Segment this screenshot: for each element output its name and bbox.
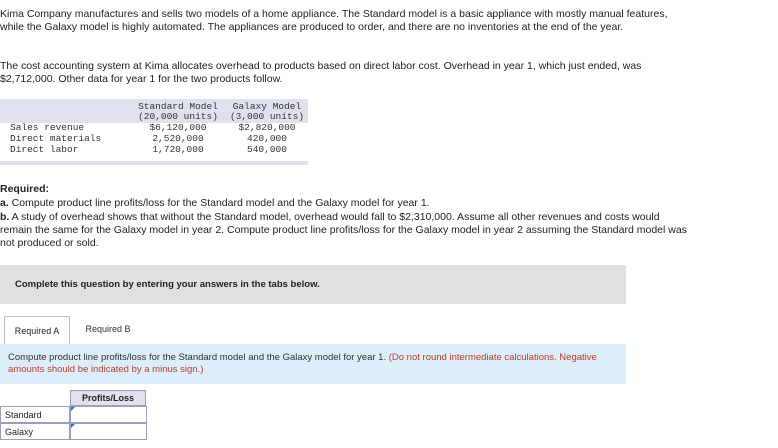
- col-header-galaxy-line1: Galaxy Model: [232, 101, 302, 112]
- requirement-a-prefix: a.: [0, 197, 9, 209]
- col-header-standard-line2: (20,000 units): [138, 111, 218, 122]
- instructions-paragraph: [8, 352, 608, 376]
- intro-paragraph-1: Kima Company manufactures and sells two models of a home appliance. The Standard model is a basic appliance with mostly manual features, while the Galaxy model is highly automated. The appliances are produced to order, and there are no inventories at the end of the year.: [0, 8, 668, 33]
- row-label-direct-materials: Direct materials: [10, 133, 102, 144]
- instruction-banner: [0, 265, 626, 304]
- cell-standard-direct-labor: 1,720,000: [152, 144, 204, 155]
- row-label-direct-labor: Direct labor: [10, 144, 79, 155]
- instructions-note: (Do not round intermediate calculations. Negative amounts should be indicated by a minus sign.): [8, 352, 597, 375]
- product-data-table: [0, 99, 308, 165]
- answer-row-label-standard: Standard: [0, 406, 70, 423]
- galaxy-profit-input[interactable]: [71, 424, 146, 439]
- answer-header-profits-loss: Profits/Loss: [70, 390, 146, 406]
- cell-galaxy-direct-labor: 540,000: [247, 144, 287, 155]
- answer-cell-galaxy[interactable]: [70, 423, 147, 440]
- answer-cell-standard[interactable]: [70, 406, 147, 423]
- row-label-sales-revenue: Sales revenue: [10, 122, 85, 133]
- question-instructions: [0, 344, 626, 384]
- requirement-b-prefix: b.: [0, 211, 10, 223]
- cell-galaxy-direct-materials: 420,000: [247, 133, 287, 144]
- requirement-b: [0, 211, 690, 250]
- tab-required-a[interactable]: Required A: [4, 316, 70, 344]
- banner-text: Complete this question by entering your answers in the tabs below.: [15, 279, 320, 290]
- cell-standard-sales-revenue: $6,120,000: [149, 122, 207, 133]
- instructions-main: Compute product line profits/loss for the Standard model and the Galaxy model for year 1.: [8, 352, 387, 363]
- tab-required-b[interactable]: Required B: [85, 324, 131, 334]
- required-heading: Required:: [0, 183, 50, 195]
- intro-paragraph-2: The cost accounting system at Kima allocates overhead to products based on direct labor cost. Overhead in year 1, which just ended, was $2,712,000. Other data for year 1 for the two products follow.: [0, 60, 642, 85]
- requirement-a: [0, 197, 690, 210]
- input-marker-icon: [71, 424, 75, 428]
- standard-profit-input[interactable]: [71, 407, 146, 422]
- col-header-standard-line1: Standard Model: [138, 101, 218, 112]
- col-header-galaxy-line2: (3,000 units): [229, 111, 305, 122]
- answer-row-label-galaxy: Galaxy: [0, 423, 70, 440]
- table-footer-rule: [0, 161, 308, 165]
- cell-standard-direct-materials: 2,520,000: [152, 133, 204, 144]
- input-marker-icon: [71, 407, 75, 411]
- cell-galaxy-sales-revenue: $2,820,000: [238, 122, 296, 133]
- requirement-b-text: A study of overhead shows that without the Standard model, overhead would fall to $2,310,000. Assume all other revenues and costs would remain the same for the Galaxy model in year 2. Compute product line profits/loss for the Galaxy model in year 2 assuming the Standard model was not produced or sold.: [0, 211, 687, 249]
- requirement-a-text: Compute product line profits/loss for the Standard model and the Galaxy model for year 1.: [8, 197, 430, 209]
